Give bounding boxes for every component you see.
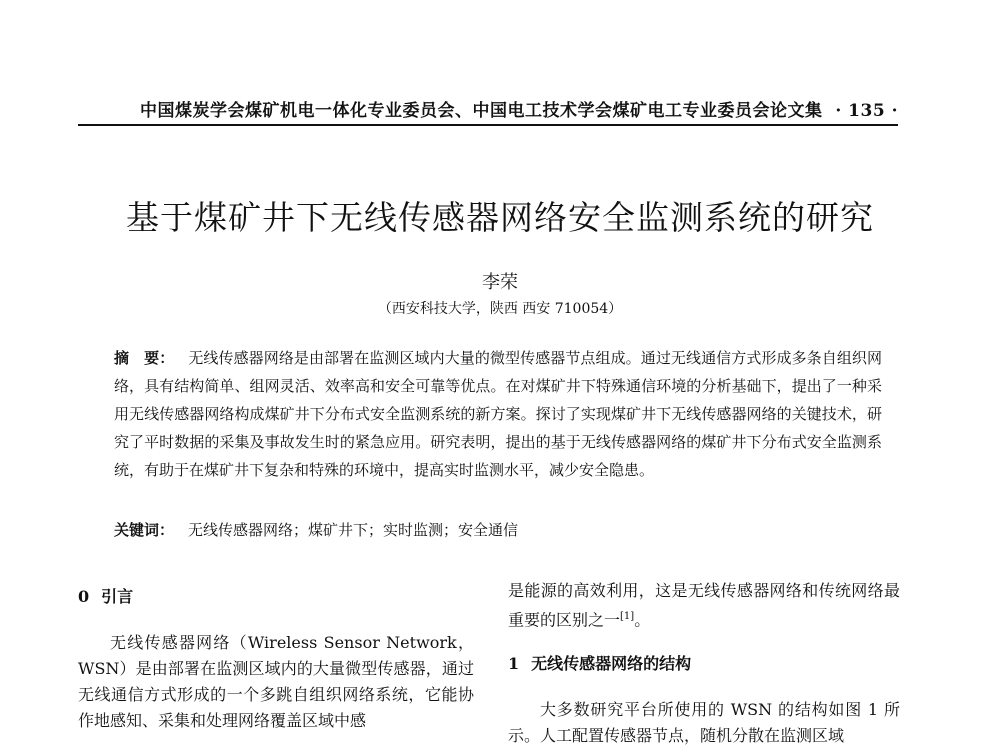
section-0-number: 0 xyxy=(78,587,90,606)
page-number: · 135 · xyxy=(835,101,898,121)
header-rule xyxy=(78,124,898,126)
section-1-heading xyxy=(508,651,900,677)
continued-paragraph xyxy=(508,578,900,633)
section-0-heading xyxy=(78,584,474,610)
author-name: 李荣 xyxy=(482,272,518,293)
paper-title: 基于煤矿井下无线传感器网络安全监测系统的研究 xyxy=(126,198,874,237)
left-column xyxy=(78,584,474,734)
section-0-paragraph: 无线传感器网络（Wireless Sensor Network，WSN）是由部署在监测区域内的大量微型传感器，通过无线通信方式形成的一个多跳自组织网络系统，它能协作地感知、采集和处理网络覆盖区域中感 xyxy=(78,633,474,730)
running-header xyxy=(78,96,898,121)
section-1-title: 无线传感器网络的结构 xyxy=(531,654,692,674)
keywords-label: 关键词： xyxy=(114,521,175,539)
continued-text: 是能源的高效利用，这是无线传感器网络和传统网络最重要的区别之一 xyxy=(508,581,900,630)
section-1-number: 1 xyxy=(508,654,520,674)
keywords xyxy=(114,516,882,544)
continued-end: 。 xyxy=(634,610,651,630)
running-title: 中国煤炭学会煤矿机电一体化专业委员会、中国电工技术学会煤矿电工专业委员会论文集 xyxy=(139,101,823,121)
abstract-text: 无线传感器网络是由部署在监测区域内大量的微型传感器节点组成。通过无线通信方式形成多条自组织网络，具有结构简单、组网灵活、效率高和安全可靠等优点。在对煤矿井下特殊通信环境的分析基础下，提出了一种采用无线传感器网络构成煤矿井下分布式安全监测系统的新方案。探讨了实现煤矿井下无线传感器网络的关键技术，研究了平时数据的采集及事故发生时的紧急应用。研究表明，提出的基于无线传感器网络的煤矿井下分布式安全监测系统，有助于在煤矿井下复杂和特殊的环境中，提高实时监测水平，减少安全隐患。 xyxy=(114,349,882,479)
keywords-text: 无线传感器网络；煤矿井下；实时监测；安全通信 xyxy=(188,521,519,539)
abstract-label: 摘 要： xyxy=(114,349,175,367)
affiliation: （西安科技大学，陕西 西安 710054） xyxy=(377,301,623,317)
section-0-title: 引言 xyxy=(101,587,134,606)
section-1-paragraph: 大多数研究平台所使用的 WSN 的结构如图 1 所示。人工配置传感器节点，随机分散在监测区域 xyxy=(508,700,900,746)
citation: [1] xyxy=(620,611,635,622)
abstract xyxy=(114,344,882,484)
right-column xyxy=(508,578,900,749)
